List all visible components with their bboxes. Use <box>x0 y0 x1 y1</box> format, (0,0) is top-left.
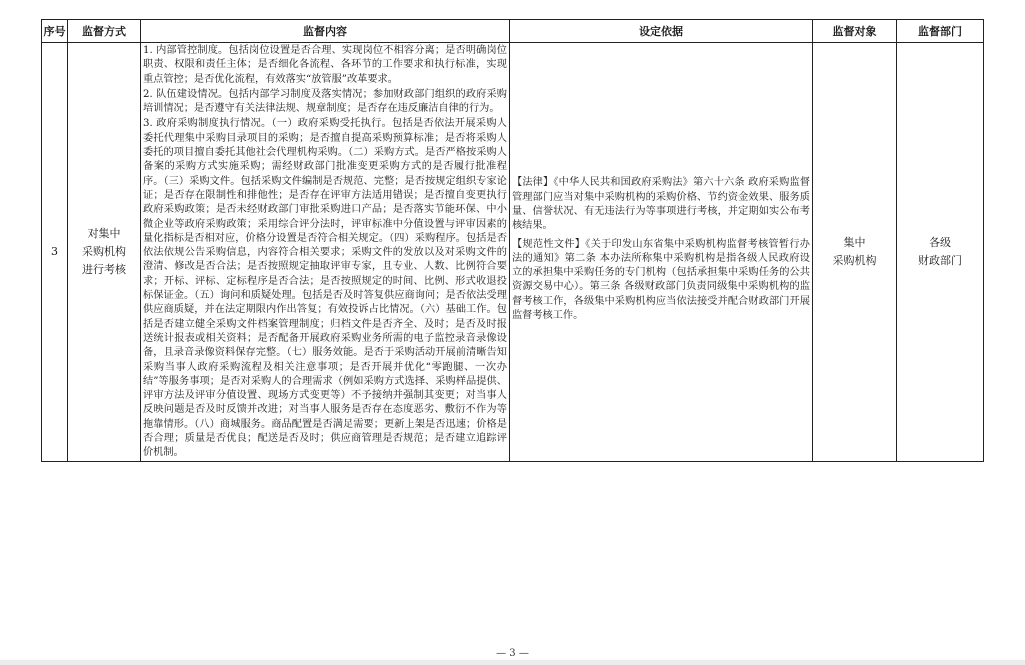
header-content: 监督内容 <box>141 20 510 43</box>
content-paragraph-1: 1. 内部管控制度。包括岗位设置是否合理、实现岗位不相容分离；是否明确岗位职责、权限和责任主体；是否细化各流程、各环节的工作要求和执行标准，实现重点管控；是否优化流程，有效落实“放管服”改革要求。 <box>143 45 507 85</box>
header-method: 监督方式 <box>68 20 141 43</box>
row-index: 3 <box>51 244 58 258</box>
page-number: — 3 — <box>496 648 529 659</box>
viewer-bottom-edge <box>0 660 1025 665</box>
department-line: 各级 <box>929 235 951 249</box>
content-paragraph-2: 2. 队伍建设情况。包括内部学习制度及落实情况；参加财政部门组织的政府采购培训情况；是否遵守有关法律法规、规章制度；是否存在违反廉洁自律的行为。 <box>143 88 507 115</box>
header-department: 监督部门 <box>897 20 984 43</box>
content-paragraph-3: 3. 政府采购制度执行情况。（一）政府采购受托执行。包括是否依法开展采购人委托代理集中采购目录项目的采购；是否擅自提高采购预算标准；是否将采购人委托的项目擅自委托其他社会代理机构采购。（二）采购方式。是否严格按采购人备案的采购方式实施采购；需经财政部门批准变更采购方式的是否履行批准程序。（三）采购文件。包括采购文件编制是否规范、完整；是否按规定组织专家论证；是否存在限制性和排他性；是否存在评审方法适用错误；是否擅自变更执行政府采购政策；是否未经财政部门审批采购进口产品；是否落实节能环保、中小微企业等政府采购政策；采用综合评分法时，评审标准中分值设置与评审因素的量化指标是否相对应，价格分设置是否符合相关规定。（四）采购程序。包括是否依法依规公告采购信息，内容符合相关要求；采购文件的发放以及对采购文件的澄清、修改是否合法；是否按照规定抽取评审专家，且专业、人数、比例符合要求；开标、评标、定标程序是否合法；是否按照规定的时间、比例、形式收退投标保证金。（五）询问和质疑处理。包括是否及时答复供应商询问；是否依法受理供应商质疑，并在法定期限内作出答复；有效投诉占比情况。（六）基础工作。包括是否建立健全采购文件档案管理制度；归档文件是否齐全、及时；是否及时报送统计报表或相关资料；是否配备开展政府采购业务所需的电子监控录音录像设备，且录音录像资料保存完整。（七）服务效能。是否于采购活动开展前清晰告知采购当事人政府采购流程及相关注意事项；是否开展并优化“零跑腿、一次办结”等服务事项；是否对采购人的合理需求（例如采购方式选择、采购样品提供、评审方法及评审分值设置、现场方式变更等）不予接纳并强制其变更；对当事人反映问题是否及时反馈并改进；对当事人服务是否存在态度恶劣、敷衍不作为等拖靠情形。（八）商城服务。商品配置是否满足需要；更新上架是否迅速；价格是否合理；质量是否优良；配送是否及时；供应商管理是否规范；是否建立追踪评价机制。 <box>143 118 507 459</box>
cell-basis <box>510 43 813 462</box>
basis-paragraph-law: 【法律】《中华人民共和国政府采购法》第六十六条 政府采购监督管理部门应当对集中采购机构的采购价格、节约资金效果、服务质量、信誉状况、有无违法行为等事项进行考核，并定期如实公布考核结果。 <box>512 177 810 232</box>
header-basis: 设定依据 <box>510 20 813 43</box>
object-line: 集中 <box>843 235 866 249</box>
method-line: 进行考核 <box>82 262 126 276</box>
basis-paragraph-regulation: 【规范性文件】《关于印发山东省集中采购机构监督考核管暂行办法的通知》第二条 本办法所称集中采购机构是指各级人民政府设立的承担集中采购任务的专门机构（包括承担集中采购任务的公共资源交易中心）。第三条 各级财政部门负责同级集中采购机构的监督考核工作，各级集中采购机构应当依法接受并配合财政部门开展监督考核工作。 <box>512 238 810 321</box>
cell-content <box>141 43 510 462</box>
cell-department <box>897 43 984 462</box>
table-header-row <box>42 20 984 43</box>
cell-object <box>813 43 897 462</box>
department-line: 财政部门 <box>918 253 962 267</box>
method-line: 采购机构 <box>82 244 126 258</box>
header-index: 序号 <box>42 20 68 43</box>
table-row <box>42 43 984 462</box>
method-line: 对集中 <box>87 226 121 240</box>
supervision-table <box>41 19 984 462</box>
cell-index <box>42 43 68 462</box>
cell-method <box>68 43 141 462</box>
object-line: 采购机构 <box>832 253 877 267</box>
header-object: 监督对象 <box>813 20 897 43</box>
